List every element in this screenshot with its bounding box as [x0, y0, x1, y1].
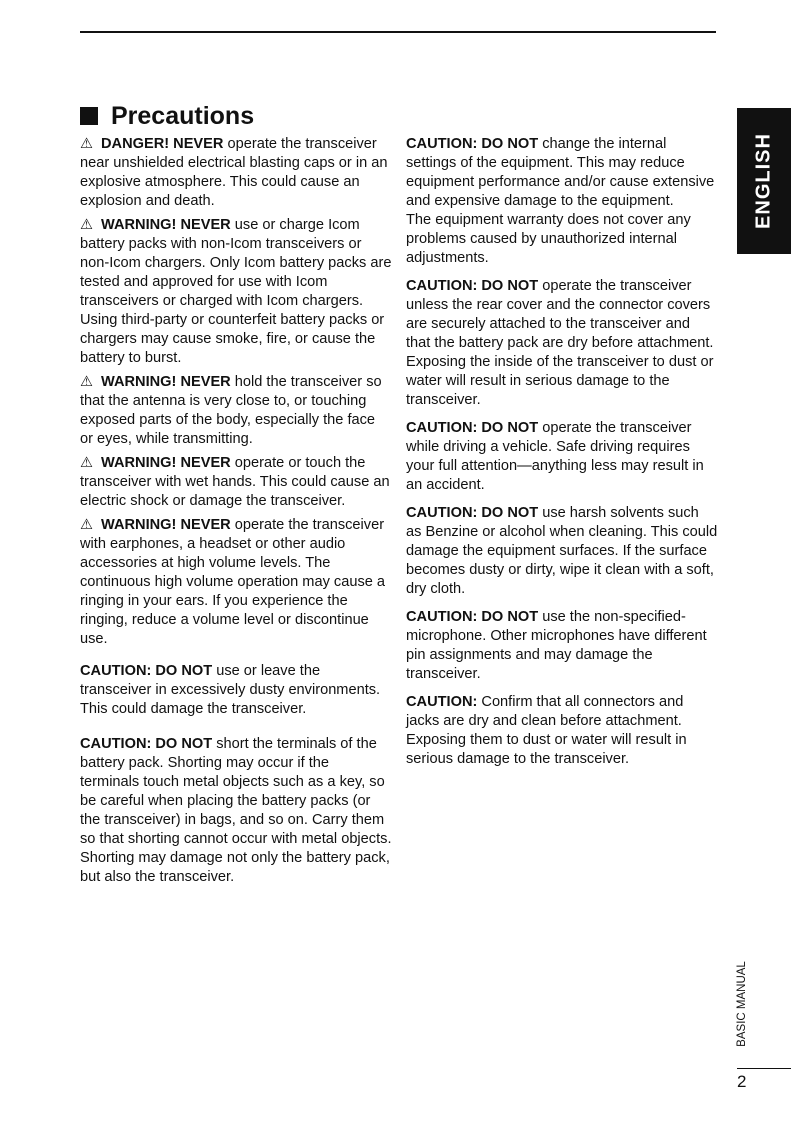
precaution-lead: CAUTION: DO NOT	[406, 278, 539, 294]
precaution-note: Exposing the inside of the transceiver to dust or water will result in serious damage to the transceiver.	[406, 354, 714, 408]
precaution-text: operate the transceiver unless the rear cover and the connector covers are securely attached to the transceiver and that the battery pack are dry before attachment.	[406, 278, 714, 351]
precaution-item	[406, 135, 718, 268]
precaution-item	[80, 454, 392, 511]
precaution-text: use harsh solvents such as Benzine or alcohol when cleaning. This could damage the equipment surfaces. If the surface becomes dusty or dirty, wipe it clean with a soft, dry cloth.	[406, 505, 718, 597]
precaution-text: operate or touch the transceiver with wet hands. This could cause an electric shock or damage the transceiver.	[80, 455, 390, 509]
precaution-item	[406, 608, 718, 684]
warning-triangle-icon: ⚠	[80, 455, 94, 471]
precaution-lead: CAUTION: DO NOT	[80, 663, 213, 679]
precaution-note: The equipment warranty does not cover any problems caused by unauthorized internal adjustments.	[406, 212, 691, 266]
precaution-text: operate the transceiver while driving a vehicle. Safe driving requires your full attention—anything less may result in an accident.	[406, 420, 704, 493]
precaution-item	[80, 735, 392, 887]
manual-name-label: BASIC MANUAL	[736, 961, 748, 1047]
footer-rule	[737, 1068, 791, 1069]
precaution-lead: CAUTION: DO NOT	[80, 736, 213, 752]
precaution-text: hold the transceiver so that the antenna is very close to, or touching exposed parts of the body, especially the face or eyes, while transmitting.	[80, 374, 382, 447]
precaution-item	[80, 135, 392, 211]
precaution-item	[80, 216, 392, 368]
precaution-item	[406, 419, 718, 495]
precaution-lead: CAUTION: DO NOT	[406, 420, 539, 436]
right-column	[406, 135, 718, 778]
warning-triangle-icon: ⚠	[80, 217, 94, 233]
precaution-lead: WARNING! NEVER	[101, 217, 231, 233]
precaution-lead: DANGER! NEVER	[101, 136, 224, 152]
precaution-item	[80, 373, 392, 449]
warning-triangle-icon: ⚠	[80, 374, 94, 390]
precaution-text: Confirm that all connectors and jacks are dry and clean before attachment. Exposing them to dust or water will result in serious damage to the transceiver.	[406, 694, 687, 767]
precaution-text: use or charge Icom battery packs with non-Icom transceivers or non-Icom chargers. Only Icom battery packs are tested and approved for use with Icom transceivers or charged with Icom chargers. Using third-party or counterfeit battery packs or chargers may cause smoke, fire, or cause the battery to burst.	[80, 217, 392, 366]
precaution-lead: CAUTION: DO NOT	[406, 609, 539, 625]
precaution-text: short the terminals of the battery pack. Shorting may occur if the terminals touch metal objects such as a key, so be careful when placing the battery packs (or the transceiver) in bags, and so on. Carry them so that shorting cannot occur with metal objects. Shorting may damage not only the battery pack, but also the transceiver.	[80, 736, 392, 885]
page-number: 2	[737, 1072, 747, 1091]
language-tab	[737, 108, 791, 254]
precaution-text: operate the transceiver near unshielded electrical blasting caps or in an explosive atmosphere. This could cause an explosion and death.	[80, 136, 388, 209]
precaution-text: use the non-specified-microphone. Other microphones have different pin assignments and may damage the transceiver.	[406, 609, 707, 682]
precaution-lead: CAUTION: DO NOT	[406, 136, 539, 152]
language-tab-label: ENGLISH	[752, 133, 775, 229]
warning-triangle-icon: ⚠	[80, 136, 94, 152]
section-title	[80, 101, 254, 131]
precaution-lead: WARNING! NEVER	[101, 517, 231, 533]
precaution-lead: WARNING! NEVER	[101, 374, 231, 390]
section-title-text: Precautions	[111, 102, 255, 130]
precaution-item	[406, 277, 718, 410]
precaution-item	[406, 693, 718, 769]
precaution-item	[80, 662, 392, 719]
precaution-text: use or leave the transceiver in excessively dusty environments. This could damage the transceiver.	[80, 663, 381, 717]
precaution-item	[406, 504, 718, 599]
precaution-lead: WARNING! NEVER	[101, 455, 231, 471]
heading-square-icon	[80, 107, 98, 125]
warning-triangle-icon: ⚠	[80, 517, 94, 533]
precaution-text: operate the transceiver with earphones, a headset or other audio accessories at high volume levels. The continuous high volume operation may cause a ringing in your ears. If you experience the ringing, reduce a volume level or discontinue use.	[80, 517, 386, 647]
precaution-item	[80, 516, 392, 649]
top-rule	[80, 31, 716, 33]
precaution-lead: CAUTION: DO NOT	[406, 505, 539, 521]
left-column	[80, 135, 392, 896]
precaution-lead: CAUTION:	[406, 694, 478, 710]
precaution-text: change the internal settings of the equipment. This may reduce equipment performance and/or cause extensive and expensive damage to the equipment.	[406, 136, 715, 209]
